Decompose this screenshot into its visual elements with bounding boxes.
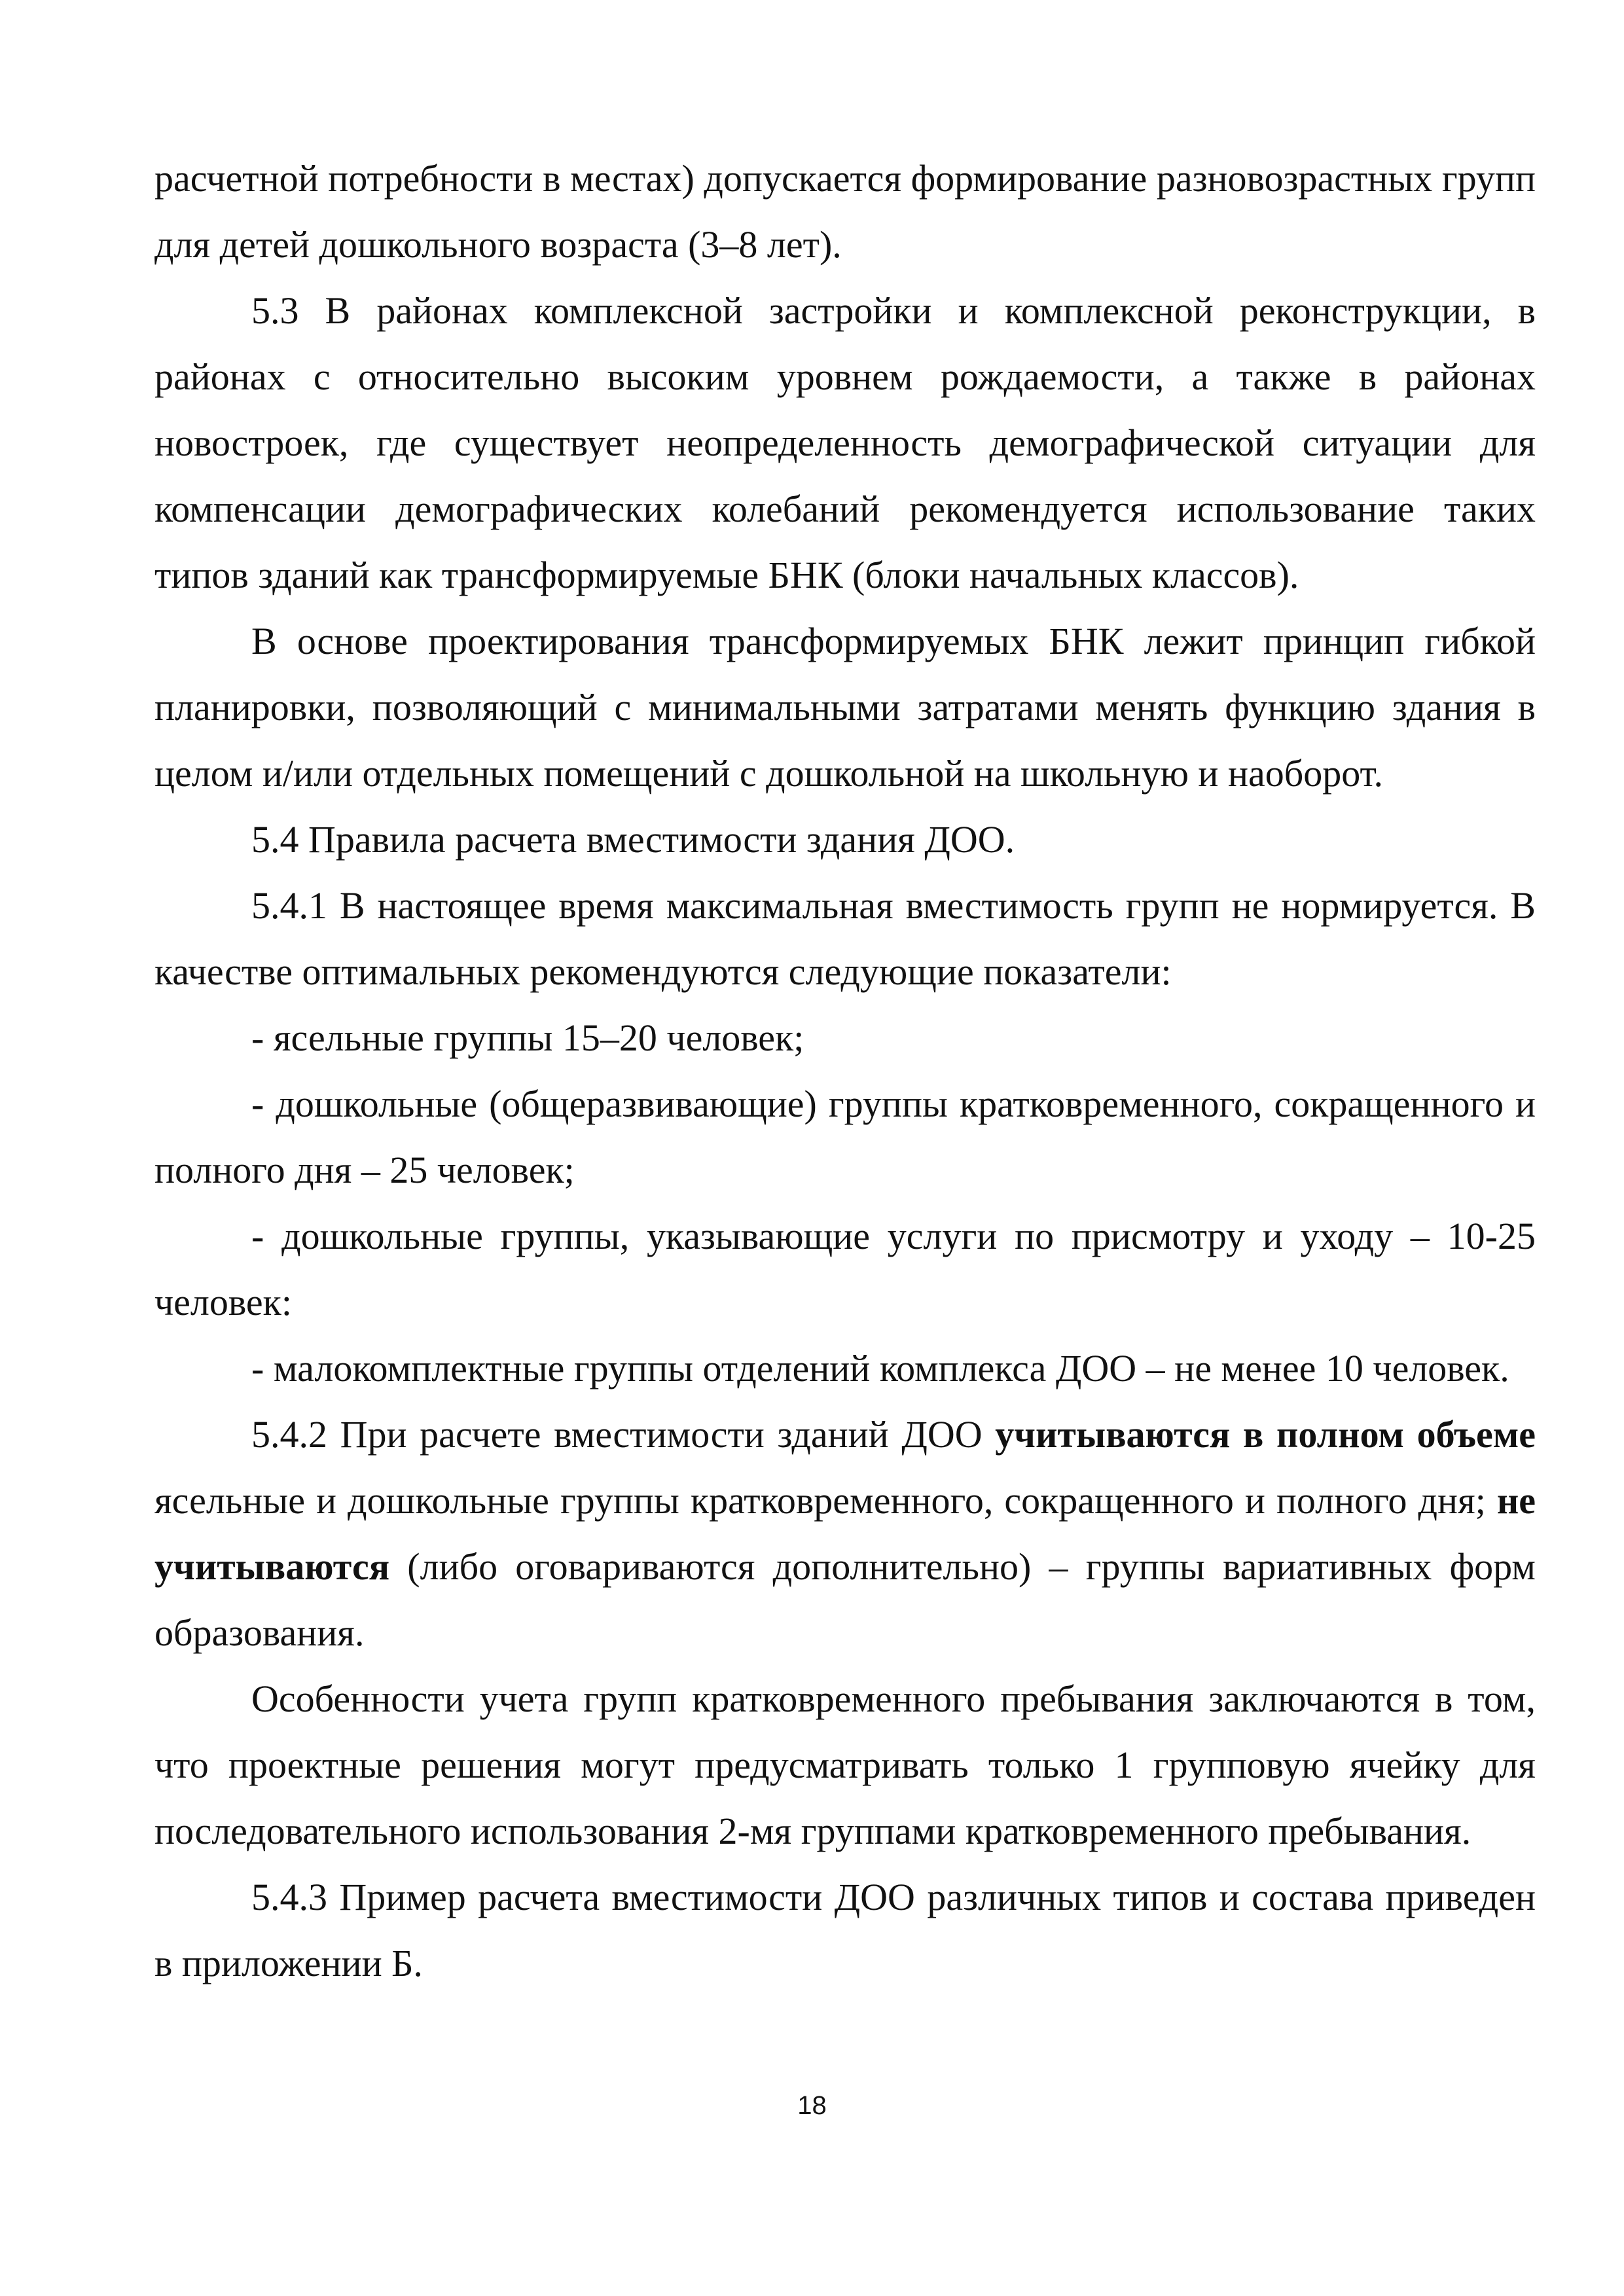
bold-segment: учитываются в полном объеме — [995, 1413, 1536, 1456]
list-item-small-groups: - малокомплектные группы отделений комплекса ДОО – не менее 10 человек. — [251, 1347, 1509, 1390]
paragraph-bnk-basis: В основе проектирования трансформируемых БНК лежит принцип гибкой планировки, позволяющий с минимальными затратами менять функцию здания в целом и/или отдельных помещений с дошкольной на школьную и наоборот. — [154, 620, 1536, 795]
paragraph-continuation: расчетной потребности в местах) допускается формирование разновозрастных групп для детей дошкольного возраста (3–8 лет). — [154, 157, 1536, 266]
text-segment: (либо оговариваются дополнительно) – группы вариативных форм образования. — [154, 1545, 1536, 1654]
list-item-care-groups: - дошкольные группы, указывающие услуги по присмотру и уходу – 10-25 человек: — [154, 1215, 1536, 1323]
paragraph-5-4: 5.4 Правила расчета вместимости здания ДОО. — [251, 818, 1015, 861]
text-segment: ясельные и дошкольные группы кратковременного, сокращенного и полного дня; — [154, 1479, 1497, 1522]
bold-segment: не учитываются — [154, 1479, 1536, 1588]
paragraph-5-4-2 — [154, 1401, 1536, 1666]
paragraph-short-stay: Особенности учета групп кратковременного пребывания заключаются в том, что проектные решения могут предусматривать только 1 групповую ячейку для последовательного использования 2-мя группами кратковременного пребывания. — [154, 1677, 1536, 1852]
page-number: 18 — [797, 2091, 827, 2120]
list-item-nursery: - ясельные группы 15–20 человек; — [251, 1016, 804, 1059]
paragraph-5-4-1: 5.4.1 В настоящее время максимальная вместимость групп не нормируется. В качестве оптимальных рекомендуются следующие показатели: — [154, 884, 1536, 993]
text-segment: 5.4.2 При расчете вместимости зданий ДОО — [251, 1413, 996, 1456]
paragraph-5-3: 5.3 В районах комплексной застройки и комплексной реконструкции, в районах с относительно высоким уровнем рождаемости, а также в районах новостроек, где существует неопределенность демографической ситуации для компенсации демографических колебаний рекомендуется использование таких типов зданий как трансформируемые БНК (блоки начальных классов). — [154, 289, 1536, 596]
body-text — [154, 145, 1536, 1996]
list-item-preschool: - дошкольные (общеразвивающие) группы кратковременного, сокращенного и полного дня – 25 человек; — [154, 1083, 1536, 1191]
paragraph-5-4-3: 5.4.3 Пример расчета вместимости ДОО различных типов и состава приведен в приложении Б. — [154, 1876, 1536, 1984]
